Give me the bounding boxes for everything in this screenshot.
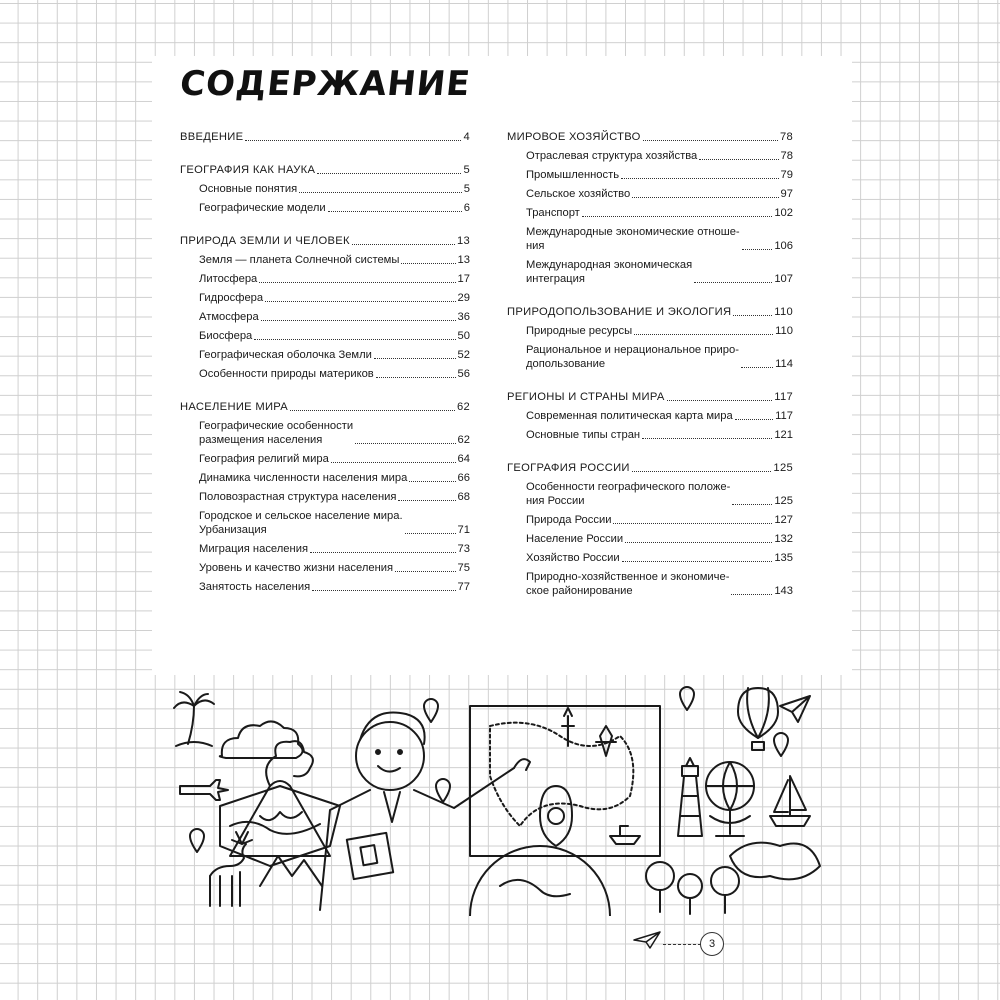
toc-entry[interactable] [526,324,793,338]
toc-page-number: 29 [457,292,470,304]
toc-page-number: 79 [780,169,793,181]
toc-entry[interactable] [526,258,793,286]
deer-icon [210,832,252,906]
toc-page-number: 77 [457,581,470,593]
leader-dots [290,409,455,411]
terrain-map-icon [220,786,340,866]
leader-dots [741,366,773,368]
toc-entry-title: Основные типы стран [526,429,641,441]
leader-dots [632,196,778,198]
lighthouse-icon [678,758,702,836]
leader-dots [732,503,772,505]
toc-entry[interactable] [199,182,470,196]
toc-entry[interactable] [199,490,470,504]
leader-dots [622,560,773,562]
toc-section-title: МИРОВОЕ ХОЗЯЙСТВО [507,131,641,143]
map-pin-icon [436,779,450,802]
map-pin-icon [774,733,788,756]
leader-dots [621,177,778,179]
toc-entry[interactable] [199,272,470,286]
page-title: СОДЕРЖАНИЕ [178,64,473,104]
footer-dashed-line [663,944,701,945]
toc-entry-title: Литосфера [199,273,258,285]
toc-entry-title: Рациональное и нерациональное приро- допользование [526,344,739,370]
leader-dots [694,281,772,283]
toc-section [180,234,470,381]
toc-section [180,130,470,144]
toc-entry-title: Географическая оболочка Земли [199,349,372,361]
toc-entry-title: Основные понятия [199,183,298,195]
toc-page-number: 66 [457,472,470,484]
toc-page-number: 143 [774,585,793,597]
toc-entry[interactable] [526,532,793,546]
toc-page-number: 52 [457,349,470,361]
toc-section-heading[interactable] [180,400,470,414]
toc-page-number: 62 [457,434,470,446]
toc-entry-title: Международные экономические отноше- ния [526,226,740,252]
toc-entry[interactable] [199,542,470,556]
toc-entry-title: Земля — планета Солнечной системы [199,254,400,266]
leader-dots [395,570,455,572]
map-pin-icon [424,699,438,722]
leader-dots [667,399,773,401]
toc-entry-title: Половозрастная структура населения [199,491,397,503]
toc-section-heading[interactable] [180,234,470,248]
leader-dots [310,551,456,553]
toc-section-heading[interactable] [507,461,793,475]
leader-dots [409,480,455,482]
toc-entry-title: Географические модели [199,202,326,214]
leader-dots [731,593,772,595]
toc-left-column [180,130,470,613]
hot-air-balloon-icon [738,688,778,750]
toc-entry[interactable] [199,310,470,324]
palm-tree-icon [174,692,214,746]
toc-entry[interactable] [526,480,793,508]
toc-entry[interactable] [199,201,470,215]
leader-dots [376,376,456,378]
toc-section-title: НАСЕЛЕНИЕ МИРА [180,401,289,413]
toc-entry[interactable] [526,225,793,253]
toc-page-number: 125 [773,462,793,474]
leader-dots [374,357,456,359]
toc-page-number: 13 [456,235,470,247]
toc-entry-title: Современная политическая карта мира [526,410,733,422]
leader-dots [613,522,772,524]
toc-section-title: ВВЕДЕНИЕ [180,131,244,143]
geography-illustration [170,686,830,916]
toc-section-heading[interactable] [507,305,793,319]
leader-dots [245,139,461,141]
paper-plane-icon [780,696,810,722]
toc-page-number: 132 [774,533,793,545]
toc-entry-title: Динамика численности населения мира [199,472,408,484]
toc-page-number: 121 [774,429,793,441]
leader-dots [355,442,455,444]
toc-entry[interactable] [526,149,793,163]
toc-entry-title: Транспорт [526,207,580,219]
toc-entry[interactable] [199,509,470,537]
toc-section-title: ПРИРОДА ЗЕМЛИ И ЧЕЛОВЕК [180,235,350,247]
toc-section [507,130,793,286]
toc-page-number: 56 [457,368,470,380]
toc-entry-title: Население России [526,533,624,545]
page-number: 3 [700,932,724,956]
toc-page-number: 5 [463,183,470,195]
toc-entry[interactable] [526,551,793,565]
toc-entry[interactable] [526,513,793,527]
toc-page-number: 110 [775,325,793,337]
leader-dots [328,210,462,212]
toc-entry-title: Отраслевая структура хозяйства [526,150,698,162]
toc-entry[interactable] [199,329,470,343]
leader-dots [254,338,455,340]
toc-section-title: ПРИРОДОПОЛЬЗОВАНИЕ И ЭКОЛОГИЯ [507,306,732,318]
toc-page-number: 62 [456,401,470,413]
toc-page-number: 102 [774,207,793,219]
trees-icon [646,862,739,914]
airplane-icon [180,780,228,800]
map-pin-icon [680,687,694,710]
toc-entry[interactable] [199,452,470,466]
toc-page-number: 127 [774,514,793,526]
leader-dots [643,139,778,141]
toc-page-number: 114 [775,358,793,370]
whiteboard-map [470,706,660,856]
toc-page-number: 75 [457,562,470,574]
toc-section [180,163,470,215]
toc-page-number: 125 [774,495,793,507]
toc-entry-title: Уровень и качество жизни населения [199,562,394,574]
sailboat-icon [770,776,810,826]
toc-entry-title: Природно-хозяйственное и экономиче- ское районирование [526,571,730,597]
toc-section-heading[interactable] [180,130,470,144]
toc-entry[interactable] [526,428,793,442]
globe-icon [706,762,754,836]
leader-dots [331,461,456,463]
toc-page-number: 117 [775,410,793,422]
toc-page-number: 106 [774,240,793,252]
leader-dots [735,418,773,420]
leader-dots [312,589,455,591]
toc-section [507,305,793,371]
toc-page-number: 36 [457,311,470,323]
leader-dots [405,532,456,534]
toc-entry-title: Природа России [526,514,612,526]
toc-entry[interactable] [199,348,470,362]
coastline-icon [730,843,820,880]
toc-section-heading[interactable] [180,163,470,177]
toc-section-title: ГЕОГРАФИЯ РОССИИ [507,462,630,474]
toc-entry-title: Миграция населения [199,543,308,555]
leader-dots [699,158,778,160]
toc-entry-title: Природные ресурсы [526,325,633,337]
toc-entry-title: География религий мира [199,453,329,465]
toc-page-number: 13 [457,254,470,266]
toc-page-number: 6 [463,202,470,214]
leader-dots [625,541,772,543]
cloud-icon [220,721,303,758]
leader-dots [742,248,773,250]
toc-page-number: 4 [463,131,470,143]
toc-entry[interactable] [526,343,793,371]
leader-dots [582,215,773,217]
toc-page-number: 117 [774,391,793,403]
leader-dots [632,470,772,472]
leader-dots [733,314,772,316]
toc-entry-title: Особенности природы материков [199,368,374,380]
leader-dots [317,172,461,174]
toc-section-heading[interactable] [507,390,793,404]
toc-page-number: 17 [457,273,470,285]
toc-page-number: 71 [457,524,470,536]
toc-entry[interactable] [526,409,793,423]
leader-dots [642,437,772,439]
leader-dots [265,300,455,302]
toc-page-number: 97 [780,188,793,200]
toc-entry-title: Городское и сельское население мира. Урбанизация [199,510,403,536]
toc-entry[interactable] [526,168,793,182]
toc-entry[interactable] [199,471,470,485]
toc-page-number: 107 [774,273,793,285]
toc-entry[interactable] [199,561,470,575]
leader-dots [261,319,456,321]
paper-plane-icon [632,930,662,950]
toc-entry-title: Географические особенности размещения населения [199,420,354,446]
toc-entry-title: Биосфера [199,330,253,342]
toc-page-number: 110 [774,306,793,318]
toc-entry[interactable] [526,570,793,598]
toc-page-number: 73 [457,543,470,555]
leader-dots [352,243,455,245]
toc-entry-title: Атмосфера [199,311,259,323]
toc-section [507,390,793,442]
toc-right-column [507,130,793,617]
leader-dots [634,333,773,335]
leader-dots [398,499,455,501]
toc-page-number: 5 [463,164,470,176]
toc-section-title: ГЕОГРАФИЯ КАК НАУКА [180,164,316,176]
toc-page-number: 78 [779,131,793,143]
toc-page-number: 68 [457,491,470,503]
toc-entry-title: Особенности географического положе- ния России [526,481,731,507]
toc-section-heading[interactable] [507,130,793,144]
toc-entry[interactable] [199,580,470,594]
toc-entry[interactable] [526,206,793,220]
toc-entry[interactable] [199,291,470,305]
toc-entry[interactable] [199,419,470,447]
toc-entry-title: Хозяйство России [526,552,620,564]
toc-section-title: РЕГИОНЫ И СТРАНЫ МИРА [507,391,665,403]
map-pin-icon [190,829,204,852]
leader-dots [401,262,455,264]
toc-entry-title: Занятость населения [199,581,311,593]
toc-section [180,400,470,594]
toc-page-number: 64 [457,453,470,465]
toc-entry[interactable] [526,187,793,201]
toc-page-number: 78 [780,150,793,162]
toc-entry[interactable] [199,253,470,267]
toc-entry-title: Сельское хозяйство [526,188,631,200]
toc-page-number: 50 [457,330,470,342]
leader-dots [299,191,462,193]
teacher-figure [320,712,530,910]
mountains-icon [260,856,322,886]
leader-dots [259,281,455,283]
toc-entry-title: Промышленность [526,169,620,181]
toc-entry-title: Гидросфера [199,292,264,304]
toc-entry-title: Международная экономическая интеграция [526,259,693,285]
toc-section [507,461,793,598]
toc-page-number: 135 [774,552,793,564]
toc-entry[interactable] [199,367,470,381]
